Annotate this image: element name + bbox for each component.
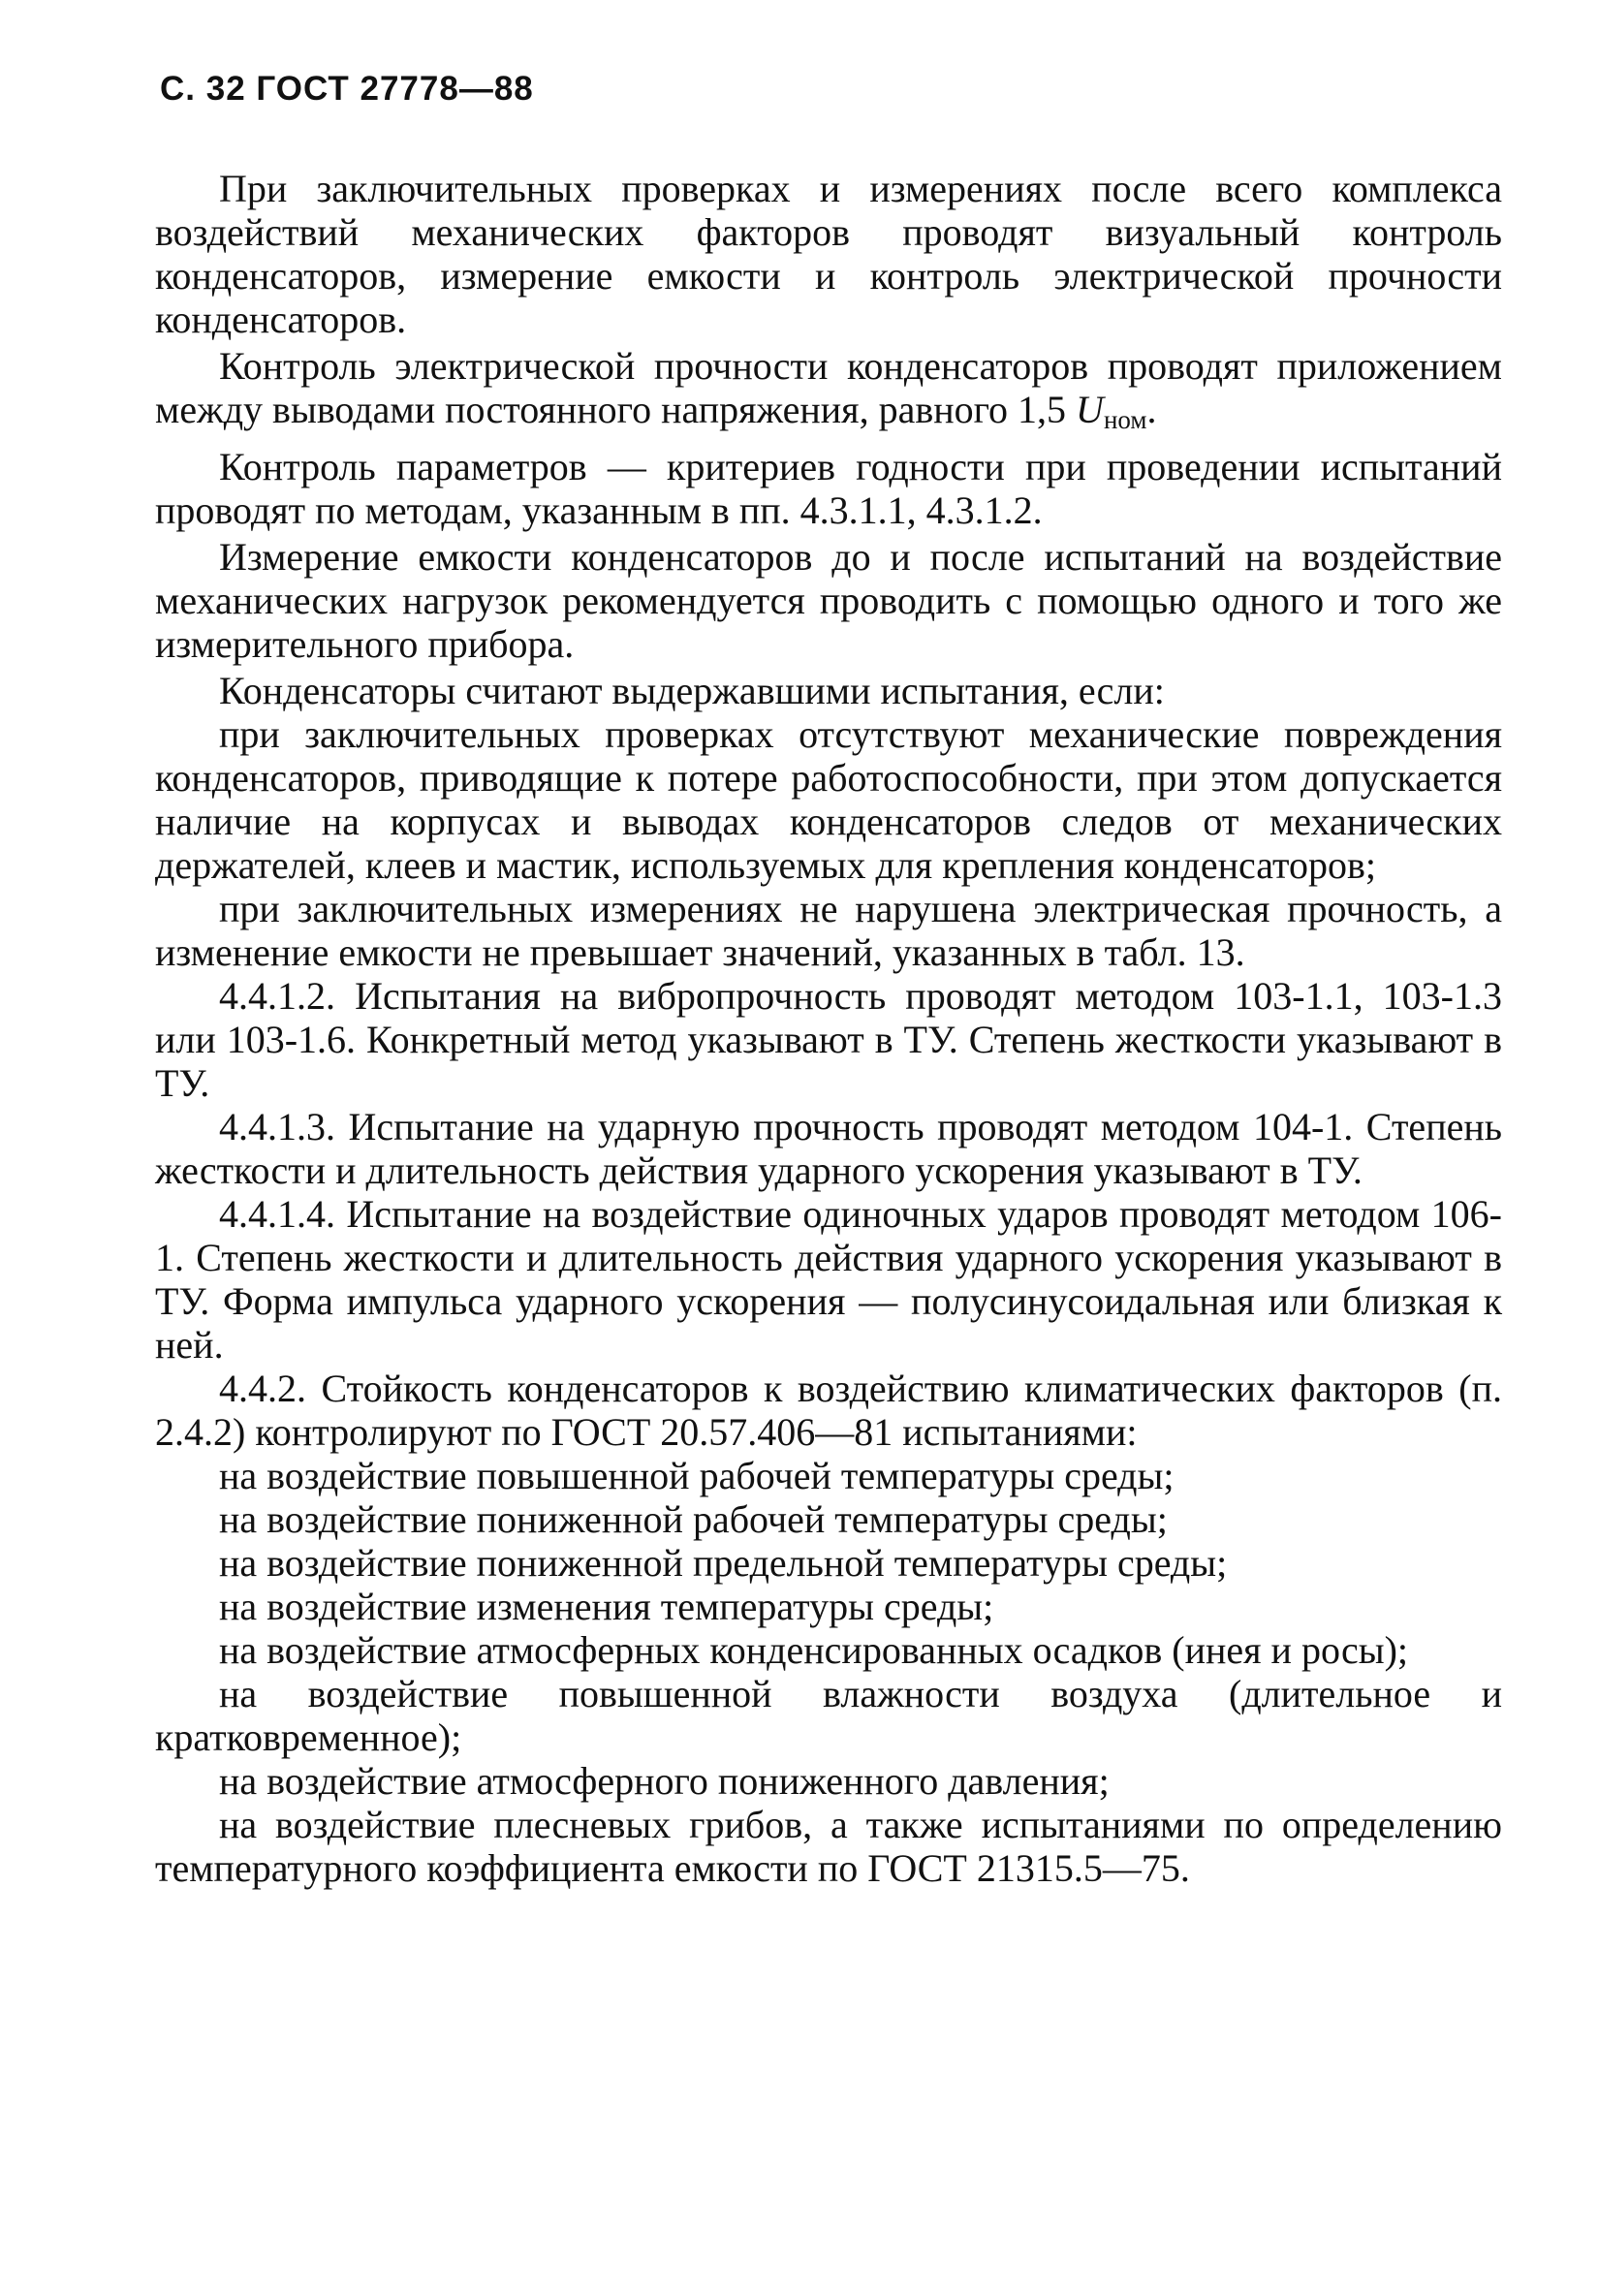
paragraph: 4.4.1.3. Испытание на ударную прочность проводят методом 104-1. Степень жесткости и длительность действия ударного ускорения указывают в ТУ. (155, 1105, 1502, 1192)
paragraph-voltage (155, 344, 1502, 442)
list-item: на воздействие повышенной рабочей температуры среды; (219, 1454, 1175, 1497)
voltage-text: Контроль электрической прочности конденсаторов проводят приложением между выводами постоянного напряжения, равного 1,5 (155, 344, 1502, 431)
paragraph: Измерение емкости конденсаторов до и после испытаний на воздействие механических нагрузок рекомендуется проводить с помощью одного и того же измерительного прибора. (155, 535, 1502, 666)
list-item: на воздействие повышенной влажности воздуха (длительное и кратковременное); (155, 1672, 1502, 1759)
paragraph: 4.4.1.2. Испытания на вибропрочность проводят методом 103-1.1, 103-1.3 или 103-1.6. Конкретный метод указывают в ТУ. Степень жесткости указывают в ТУ. (155, 974, 1502, 1105)
page-header: С. 32 ГОСТ 27778—88 (160, 70, 534, 108)
paragraph: Контроль параметров — критериев годности при проведении испытаний проводят по методам, указанным в пп. 4.3.1.1, 4.3.1.2. (155, 445, 1502, 532)
paragraph: Конденсаторы считают выдержавшими испытания, если: (219, 669, 1165, 712)
list-item: на воздействие пониженной предельной температуры среды; (219, 1541, 1228, 1585)
paragraph: При заключительных проверках и измерениях после всего комплекса воздействий механических факторов проводят визуальный контроль конденсаторов, измерение емкости и контроль электрической прочности конденсаторов. (155, 167, 1502, 341)
paragraph: 4.4.2. Стойкость конденсаторов к воздействию климатических факторов (п. 2.4.2) контролируют по ГОСТ 20.57.406—81 испытаниями: (155, 1367, 1502, 1454)
list-item: на воздействие изменения температуры среды; (219, 1585, 994, 1628)
voltage-end: . (1146, 388, 1157, 431)
paragraph: 4.4.1.4. Испытание на воздействие одиночных ударов проводят методом 106-1. Степень жесткости и длительность действия ударного ускорения указывают в ТУ. Форма импульса ударного ускорения — полусинусоидальная или близкая к ней. (155, 1192, 1502, 1367)
document-body (155, 167, 1502, 1890)
list-item: на воздействие атмосферных конденсированных осадков (инея и росы); (219, 1628, 1409, 1672)
list-item: на воздействие плесневых грибов, а также испытаниями по определению температурного коэффициента емкости по ГОСТ 21315.5—75. (155, 1803, 1502, 1890)
paragraph: при заключительных проверках отсутствуют механические повреждения конденсаторов, приводящие к потере работоспособности, при этом допускается наличие на корпусах и выводах конденсаторов следов от механических держателей, клеев и мастик, используемых для крепления конденсаторов; (155, 712, 1502, 887)
voltage-symbol: U (1076, 388, 1104, 431)
list-item: на воздействие атмосферного пониженного давления; (219, 1759, 1110, 1803)
voltage-subscript: ном (1103, 405, 1147, 434)
paragraph: при заключительных измерениях не нарушена электрическая прочность, а изменение емкости не превышает значений, указанных в табл. 13. (155, 887, 1502, 974)
list-item: на воздействие пониженной рабочей температуры среды; (219, 1497, 1168, 1541)
